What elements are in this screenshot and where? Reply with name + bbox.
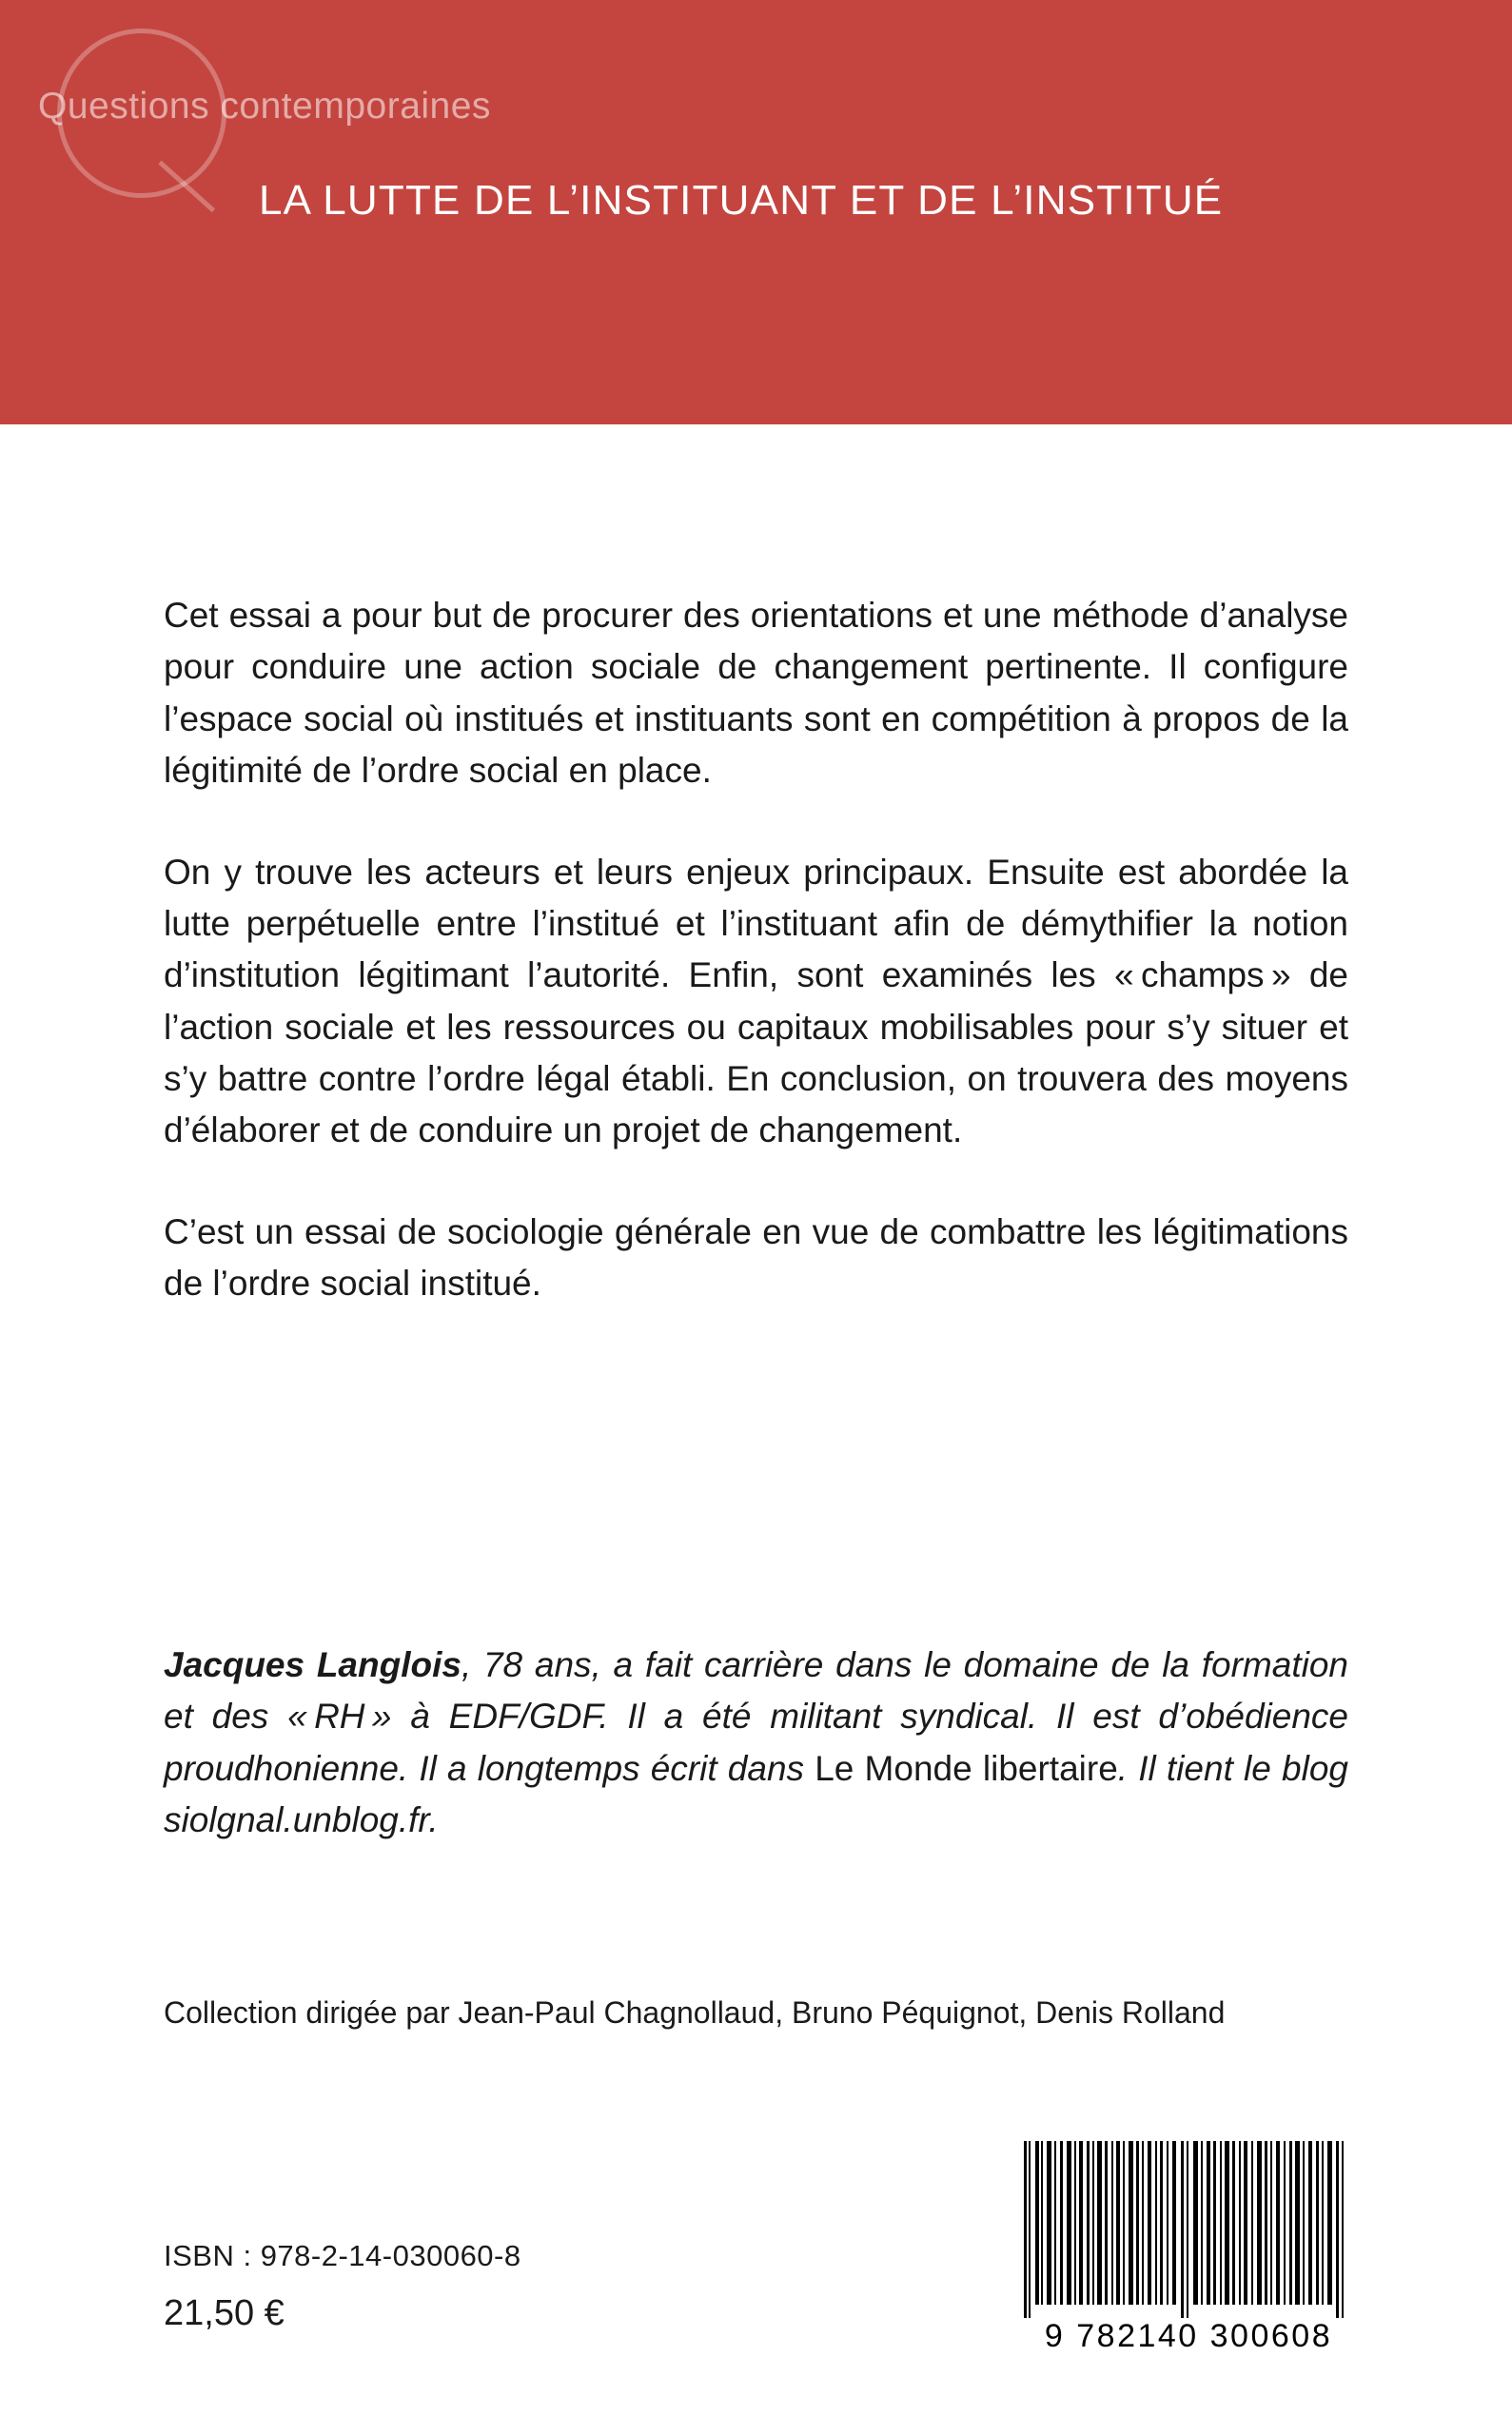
collection-q-logo-icon bbox=[29, 17, 266, 255]
blurb-paragraph: On y trouve les acteurs et leurs enjeux principaux. Ensuite est abordée la lutte perpétuelle entre l’institué et l’instituant afin de démythifier la notion d’institution légitimant l’autorité. Enfin, sont examinés les « champs » de l’action sociale et les ressources ou capitaux mobilisables pour s’y situer et s’y battre contre l’ordre légal établi. En conclusion, on trouvera des moyens d’élaborer et de conduire un projet de changement. bbox=[164, 852, 1348, 1150]
book-title: LA LUTTE DE L’INSTITUANT ET DE L’INSTITUÉ bbox=[259, 177, 1224, 224]
barcode bbox=[1024, 2141, 1353, 2369]
author-bio-text-2: . Il tient le blog siolgnal.unblog.fr. bbox=[164, 1748, 1348, 1840]
back-cover-blurb bbox=[164, 590, 1348, 1310]
referenced-work-title: Le Monde libertaire bbox=[815, 1748, 1118, 1788]
barcode-digits: 9 782140 300608 bbox=[1044, 2318, 1333, 2354]
blurb-paragraph: Cet essai a pour but de procurer des orientations et une méthode d’analyse pour conduire une action sociale de changement pertinente. Il configure l’espace social où institués et instituants sont en compétition à propos de la légitimité de l’ordre social en place. bbox=[164, 596, 1348, 791]
price-text: 21,50 € bbox=[164, 2293, 285, 2333]
collection-name: Questions contemporaines bbox=[38, 86, 491, 127]
isbn-text: ISBN : 978-2-14-030060-8 bbox=[164, 2239, 521, 2272]
header-band bbox=[0, 0, 1512, 424]
author-bio-text-1: , 78 ans, a fait carrière dans le domaine de la formation et des « RH » à EDF/GDF. Il a été militant syndical. Il est d’obédience proudhonienne. Il a longtemps écrit dans bbox=[164, 1645, 1348, 1788]
author-bio bbox=[164, 1640, 1348, 1847]
author-name: Jacques Langlois bbox=[164, 1645, 461, 1684]
collection-editors-credit: Collection dirigée par Jean-Paul Chagnollaud, Bruno Péquignot, Denis Rolland bbox=[164, 1995, 1226, 2030]
barcode-bars-icon bbox=[1024, 2141, 1353, 2318]
blurb-paragraph: C’est un essai de sociologie générale en vue de combattre les légitimations de l’ordre social institué. bbox=[164, 1211, 1348, 1304]
